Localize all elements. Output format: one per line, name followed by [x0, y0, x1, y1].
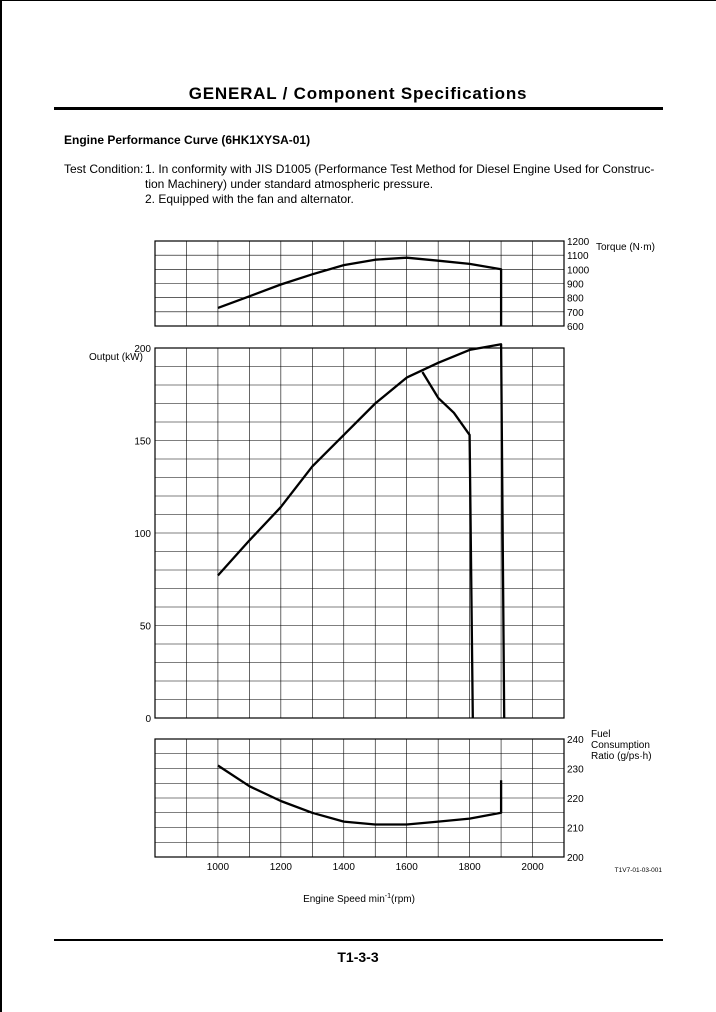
page-title: GENERAL / Component Specifications — [188, 84, 528, 103]
output-tick-label: 150 — [134, 436, 151, 448]
test-condition-label: Test Condition: — [64, 162, 144, 176]
x-tick-label: 1200 — [269, 862, 292, 873]
torque-axis-label: Torque (N·m) — [596, 242, 655, 253]
output-axis-label: Output (kW) — [89, 352, 143, 363]
fuel_consumption-tick-label: 200 — [567, 853, 584, 864]
output-series-line-2 — [422, 372, 472, 718]
torque-panel — [155, 241, 564, 326]
fuel_consumption-tick-label: 230 — [567, 764, 584, 776]
torque-tick-label: 900 — [567, 279, 584, 291]
section-title: Engine Performance Curve (6HK1XYSA-01) — [64, 133, 311, 147]
x-axis-label: Engine Speed $\min^{-1}(rpm)$ — [303, 893, 415, 905]
x-tick-label: 2000 — [521, 862, 544, 873]
fuel_consumption-series-line-1 — [218, 766, 501, 825]
output-tick-label: 0 — [145, 714, 151, 725]
test-condition-item-2: 2. Equipped with the fan and alternator. — [145, 192, 354, 206]
output-tick-label: 50 — [139, 621, 151, 633]
output-tick-label: 100 — [134, 529, 151, 540]
fuel-axis-label: Fuel Consumption Ratio (g/ps·h) — [591, 729, 652, 762]
torque-tick-label: 1100 — [567, 251, 589, 263]
footer-rule — [54, 939, 663, 941]
torque-tick-label: 1200 — [567, 237, 590, 248]
output-series-line-1 — [218, 344, 504, 718]
x-tick-label: 1800 — [458, 862, 481, 873]
test-condition-item-1: 1. In conformity with JIS D1005 (Performance Test Method for Diesel Engine Used for Construc- tion Machinery) under standard atmospheric pressure. — [145, 162, 655, 191]
figure-id: T1V7-01-03-001 — [614, 867, 662, 874]
torque-tick-label: 1000 — [567, 265, 590, 277]
page-number: T1-3-3 — [337, 949, 379, 965]
torque-tick-label: 700 — [567, 307, 584, 319]
fuel_consumption-tick-label: 220 — [567, 794, 584, 805]
x-tick-label: 1400 — [332, 862, 355, 873]
output-panel — [155, 344, 564, 718]
fuel_consumption-tick-label: 210 — [567, 823, 584, 835]
x-tick-label: 1600 — [395, 862, 418, 873]
fuel_consumption-tick-label: 240 — [567, 735, 584, 746]
output-tick-label: 200 — [134, 344, 151, 355]
torque-series-line-1 — [218, 258, 501, 326]
fuel_consumption-panel — [155, 739, 564, 857]
torque-tick-label: 800 — [567, 293, 584, 305]
torque-tick-label: 600 — [567, 322, 584, 333]
x-tick-label: 1000 — [206, 862, 230, 873]
